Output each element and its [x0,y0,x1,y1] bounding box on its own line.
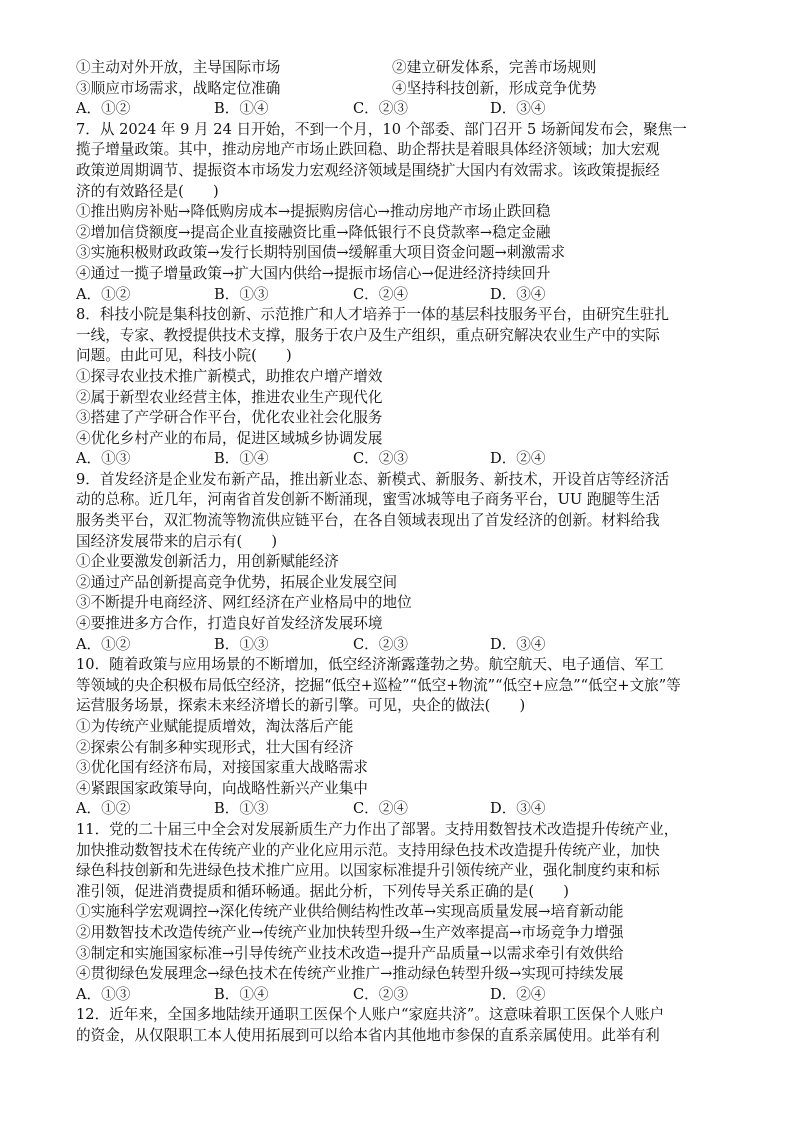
choice-c: C．②③ [353,450,408,468]
stem-line: 12．近年来，全国多地陆续开通职工医保个人账户“家庭共济”。这意味着职工医保个人账户 [76,1006,665,1024]
option-4: ④要推进多方合作，打造良好首发经济发展环境 [76,615,383,633]
question-8 [76,305,736,470]
stem-line: 10．随着政策与应用场景的不断增加，低空经济渐露蓬勃之势。航空航天、电子通信、军工 [76,656,664,674]
option-1: ①主动对外开放，主导国际市场 [76,59,281,76]
stem-line: 8．科技小院是集科技创新、示范推广和人才培养于一体的基层科技服务平台，由研究生驻扎 [76,306,670,324]
option-4: ④优化乡村产业的布局，促进区域城乡协调发展 [76,429,383,447]
choice-b: B．①④ [214,985,269,1003]
choice-b: B．①③ [214,800,269,818]
stem-line: 服务类平台，双汇物流等物流供应链平台，在各自领域表现出了首发经济的创新。材料给我 [76,512,660,530]
option-3: ③不断提升电商经济、网红经济在产业格局中的地位 [76,594,412,612]
choice-d: D．③④ [490,285,546,303]
choice-a: A．①② [76,635,131,653]
choice-b: B．①④ [214,100,269,118]
option-4: ④通过一揽子增量政策→扩大国内供给→提振市场信心→促进经济持续回升 [76,264,551,282]
choice-b: B．①③ [214,285,269,303]
option-2: ②增加信贷额度→提高企业直接融资比重→降低银行不良贷款率→稳定金融 [76,223,551,241]
stem-line: 7．从 2024 年 9 月 24 日开始，不到一个月，10 个部委、部门召开 5 场新闻发布会，聚焦一 [76,120,687,138]
option-3: ③制定和实施国家标准→引导传统产业技术改造→提升产品质量→以需求牵引有效供给 [76,944,624,962]
stem-line: 9．首发经济是企业发布新产品，推出新业态、新模式、新服务、新技术，开设首店等经济活 [76,470,670,488]
choice-a: A．①② [76,285,131,303]
stem-line: 11．党的二十届三中全会对发展新质生产力作出了部署。支持用数智技术改造提升传统产业， [76,820,679,838]
choice-d: D．③④ [490,800,546,818]
answer-choices [76,799,736,820]
question-7 [76,120,736,305]
stem-line: 准引领，促进消费提质和循环畅通。据此分析，下列传导关系正确的是( ) [76,882,569,900]
option-3: ③搭建了产学研合作平台，优化农业社会化服务 [76,409,383,427]
option-row [76,58,736,79]
option-4: ④坚持科技创新，形成竞争优势 [392,79,597,97]
choice-b: B．①④ [214,450,269,468]
stem-line: 揽子增量政策。其中，推动房地产市场止跌回稳、助企帮扶是着眼具体经济领域；加大宏观 [76,141,660,159]
choice-a: A．①③ [76,450,131,468]
option-row [76,79,736,100]
choice-a: A．①② [76,800,131,818]
choice-d: D．②④ [490,985,546,1003]
stem-line: 动的总称。近几年，河南省首发创新不断涌现，蜜雪冰城等电子商务平台，UU 跑腿等生活 [76,491,660,509]
choice-d: D．③④ [490,100,546,118]
option-1: ①为传统产业赋能提质增效，淘汰落后产能 [76,718,354,735]
choice-a: A．①③ [76,985,131,1003]
stem-line: 加快推动数智技术在传统产业的产业化应用示范。支持用绿色技术改造提升传统产业，加快 [76,841,660,859]
option-2: ②通过产品创新提高竞争优势，拓展企业发展空间 [76,573,398,591]
question-12 [76,1005,736,1046]
option-2: ②建立研发体系，完善市场规则 [392,59,597,76]
option-2: ②用数智技术改造传统产业→传统产业加快转型升级→生产效率提高→市场竞争力增强 [76,923,624,941]
choice-c: C．②③ [353,635,408,653]
choice-a: A．①② [76,100,131,118]
option-2: ②探索公有制多种实现形式，壮大国有经济 [76,738,354,756]
answer-choices [76,99,736,120]
choice-c: C．②③ [353,985,408,1003]
stem-line: 济的有效路径是( ) [76,182,219,200]
choice-b: B．①③ [214,635,269,653]
option-3: ③实施积极财政政策→发行长期特别国债→缓解重大项目资金问题→刺激需求 [76,244,566,262]
choice-d: D．②④ [490,450,546,468]
stem-line: 等领域的央企积极布局低空经济，挖掘“低空+巡检”“低空+物流”“低空+应急”“低空+文旅”等 [76,676,681,694]
option-1: ①探寻农业技术推广新模式，助推农户增产增效 [76,367,383,385]
option-4: ④贯彻绿色发展理念→绿色技术在传统产业推广→推动绿色转型升级→实现可持续发展 [76,965,624,983]
answer-choices [76,449,736,470]
option-1: ①推出购房补贴→降低购房成本→提振购房信心→推动房地产市场止跌回稳 [76,203,551,221]
stem-line: 运营服务场景，探索未来经济增长的新引擎。可见，央企的做法( ) [76,697,526,715]
option-4: ④紧跟国家政策导向，向战略性新兴产业集中 [76,779,368,797]
stem-line: 问题。由此可见，科技小院( ) [76,347,292,365]
stem-line: 绿色科技创新和先进绿色技术推广应用。以国家标准提升引领传统产业，强化制度约束和标 [76,862,660,880]
choice-d: D．③④ [490,635,546,653]
answer-choices [76,635,736,656]
stem-line: 国经济发展带来的启示有( ) [76,532,278,550]
option-1: ①企业要激发创新活力，用创新赋能经济 [76,553,339,571]
option-1: ①实施科学宏观调控→深化传统产业供给侧结构性改革→实现高质量发展→培育新动能 [76,903,624,921]
question-10 [76,655,736,820]
option-3: ③优化国有经济布局，对接国家重大战略需求 [76,759,368,777]
option-2: ②属于新型农业经营主体，推进农业生产现代化 [76,388,383,406]
choice-c: C．②④ [353,285,408,303]
answer-choices [76,985,736,1006]
answer-choices [76,285,736,306]
question-6-tail [76,58,736,120]
page-content [76,58,736,1047]
stem-line: 政策逆周期调节、提振资本市场发力宏观经济领域是围绕扩大国内有效需求。该政策提振经 [76,161,660,179]
question-9 [76,470,736,655]
stem-line: 一线，专家、教授提供技术支撑，服务于农户及生产组织，重点研究解决农业生产中的实际 [76,326,660,344]
option-3: ③顺应市场需求，战略定位准确 [76,79,281,97]
stem-line: 的资金，从仅限职工本人使用拓展到可以给本省内其他地市参保的直系亲属使用。此举有利 [76,1026,660,1044]
question-11 [76,820,736,1005]
choice-c: C．②③ [353,100,408,118]
choice-c: C．②④ [353,800,408,818]
